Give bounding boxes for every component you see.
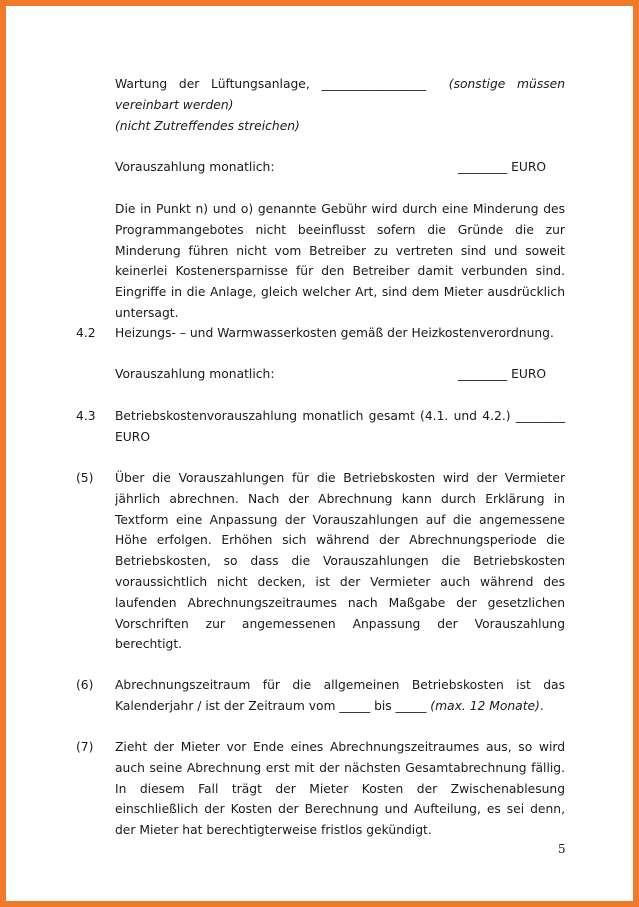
section-number-6: (6) <box>76 678 94 692</box>
prepayment-label-2: Vorauszahlung monatlich: <box>115 367 275 381</box>
ventilation-line2: vereinbart werden) <box>115 97 234 112</box>
section-number-7: (7) <box>76 740 94 754</box>
page-number: 5 <box>558 842 566 856</box>
section-number-5: (5) <box>76 471 94 485</box>
section-text-4-2: Heizungs- – und Warmwasserkosten gemäß der Heizkostenverordnung. <box>115 326 554 340</box>
section-text-6-end: . <box>539 698 544 713</box>
prepayment-amount-2: ________ EURO <box>458 367 547 381</box>
section-text-7: Zieht der Mieter vor Ende eines Abrechnungszeitraumes aus, so wird auch seine Abrechnung erst mit der nächsten Gesamtabrechnung fällig. In diesem Fall trägt der Mieter Kosten der Zwischenablesung einschließlich der Kosten der Berechnung und Aufteilung, es sei denn, der Mieter hat berechtigterweise fristlos gekündigt. <box>115 740 565 838</box>
prepayment-label-1: Vorauszahlung monatlich: <box>115 160 275 174</box>
section-text-5: Über die Vorauszahlungen für die Betriebskosten wird der Vermieter jährlich abrechnen. Nach der Abrechnung kann durch Erklärung in Textform eine Anpassung der Vorauszahlungen auf die angemessene Höhe erfolgen. Erhöhen sich während der Abrechnungsperiode die Betriebskosten, so dass die Vorauszahlungen die Betriebskosten voraussichtlich nicht decken, ist der Vermieter auch während des laufenden Abrechnungszeitraumes nach Maßgabe der gesetzlichen Vorschriften zur angemessenen Anpassung der Vorauszahlung berechtigt. <box>115 471 565 652</box>
fee-paragraph: Die in Punkt n) und o) genannte Gebühr wird durch eine Minderung des Programmangebotes nicht beeinflusst sofern die Gründe die zur Minderung führen nicht vom Betreiber zu vertreten sind und soweit keinerlei Kostenersparnisse für den Betreiber damit verbunden sind. Eingriffe in die Anlage, gleich welcher Art, sind dem Mieter ausdrücklich untersagt. <box>115 202 565 320</box>
section-text-6-italic: (max. 12 Monate) <box>430 698 540 713</box>
section-text-6-main: Abrechnungszeitraum für die allgemeinen Betriebskosten ist das Kalenderjahr / ist der Zeitraum vom _____ bis _____ <box>115 678 565 713</box>
section-text-4-3: Betriebskostenvorauszahlung monatlich gesamt (4.1. und 4.2.) ________ EURO <box>115 409 565 444</box>
ventilation-line1-note: (sonstige müssen <box>448 77 565 91</box>
section-text-6 <box>115 675 565 717</box>
ventilation-line1: Wartung der Lüftungsanlage, _________________ <box>115 77 427 91</box>
section-number-4-3: 4.3 <box>76 409 96 423</box>
ventilation-line3: (nicht Zutreffendes streichen) <box>115 118 300 133</box>
prepayment-amount-1: ________ EURO <box>458 160 547 174</box>
ventilation-maintenance-block <box>115 74 565 136</box>
document-page <box>6 6 633 901</box>
section-number-4-2: 4.2 <box>76 326 96 340</box>
